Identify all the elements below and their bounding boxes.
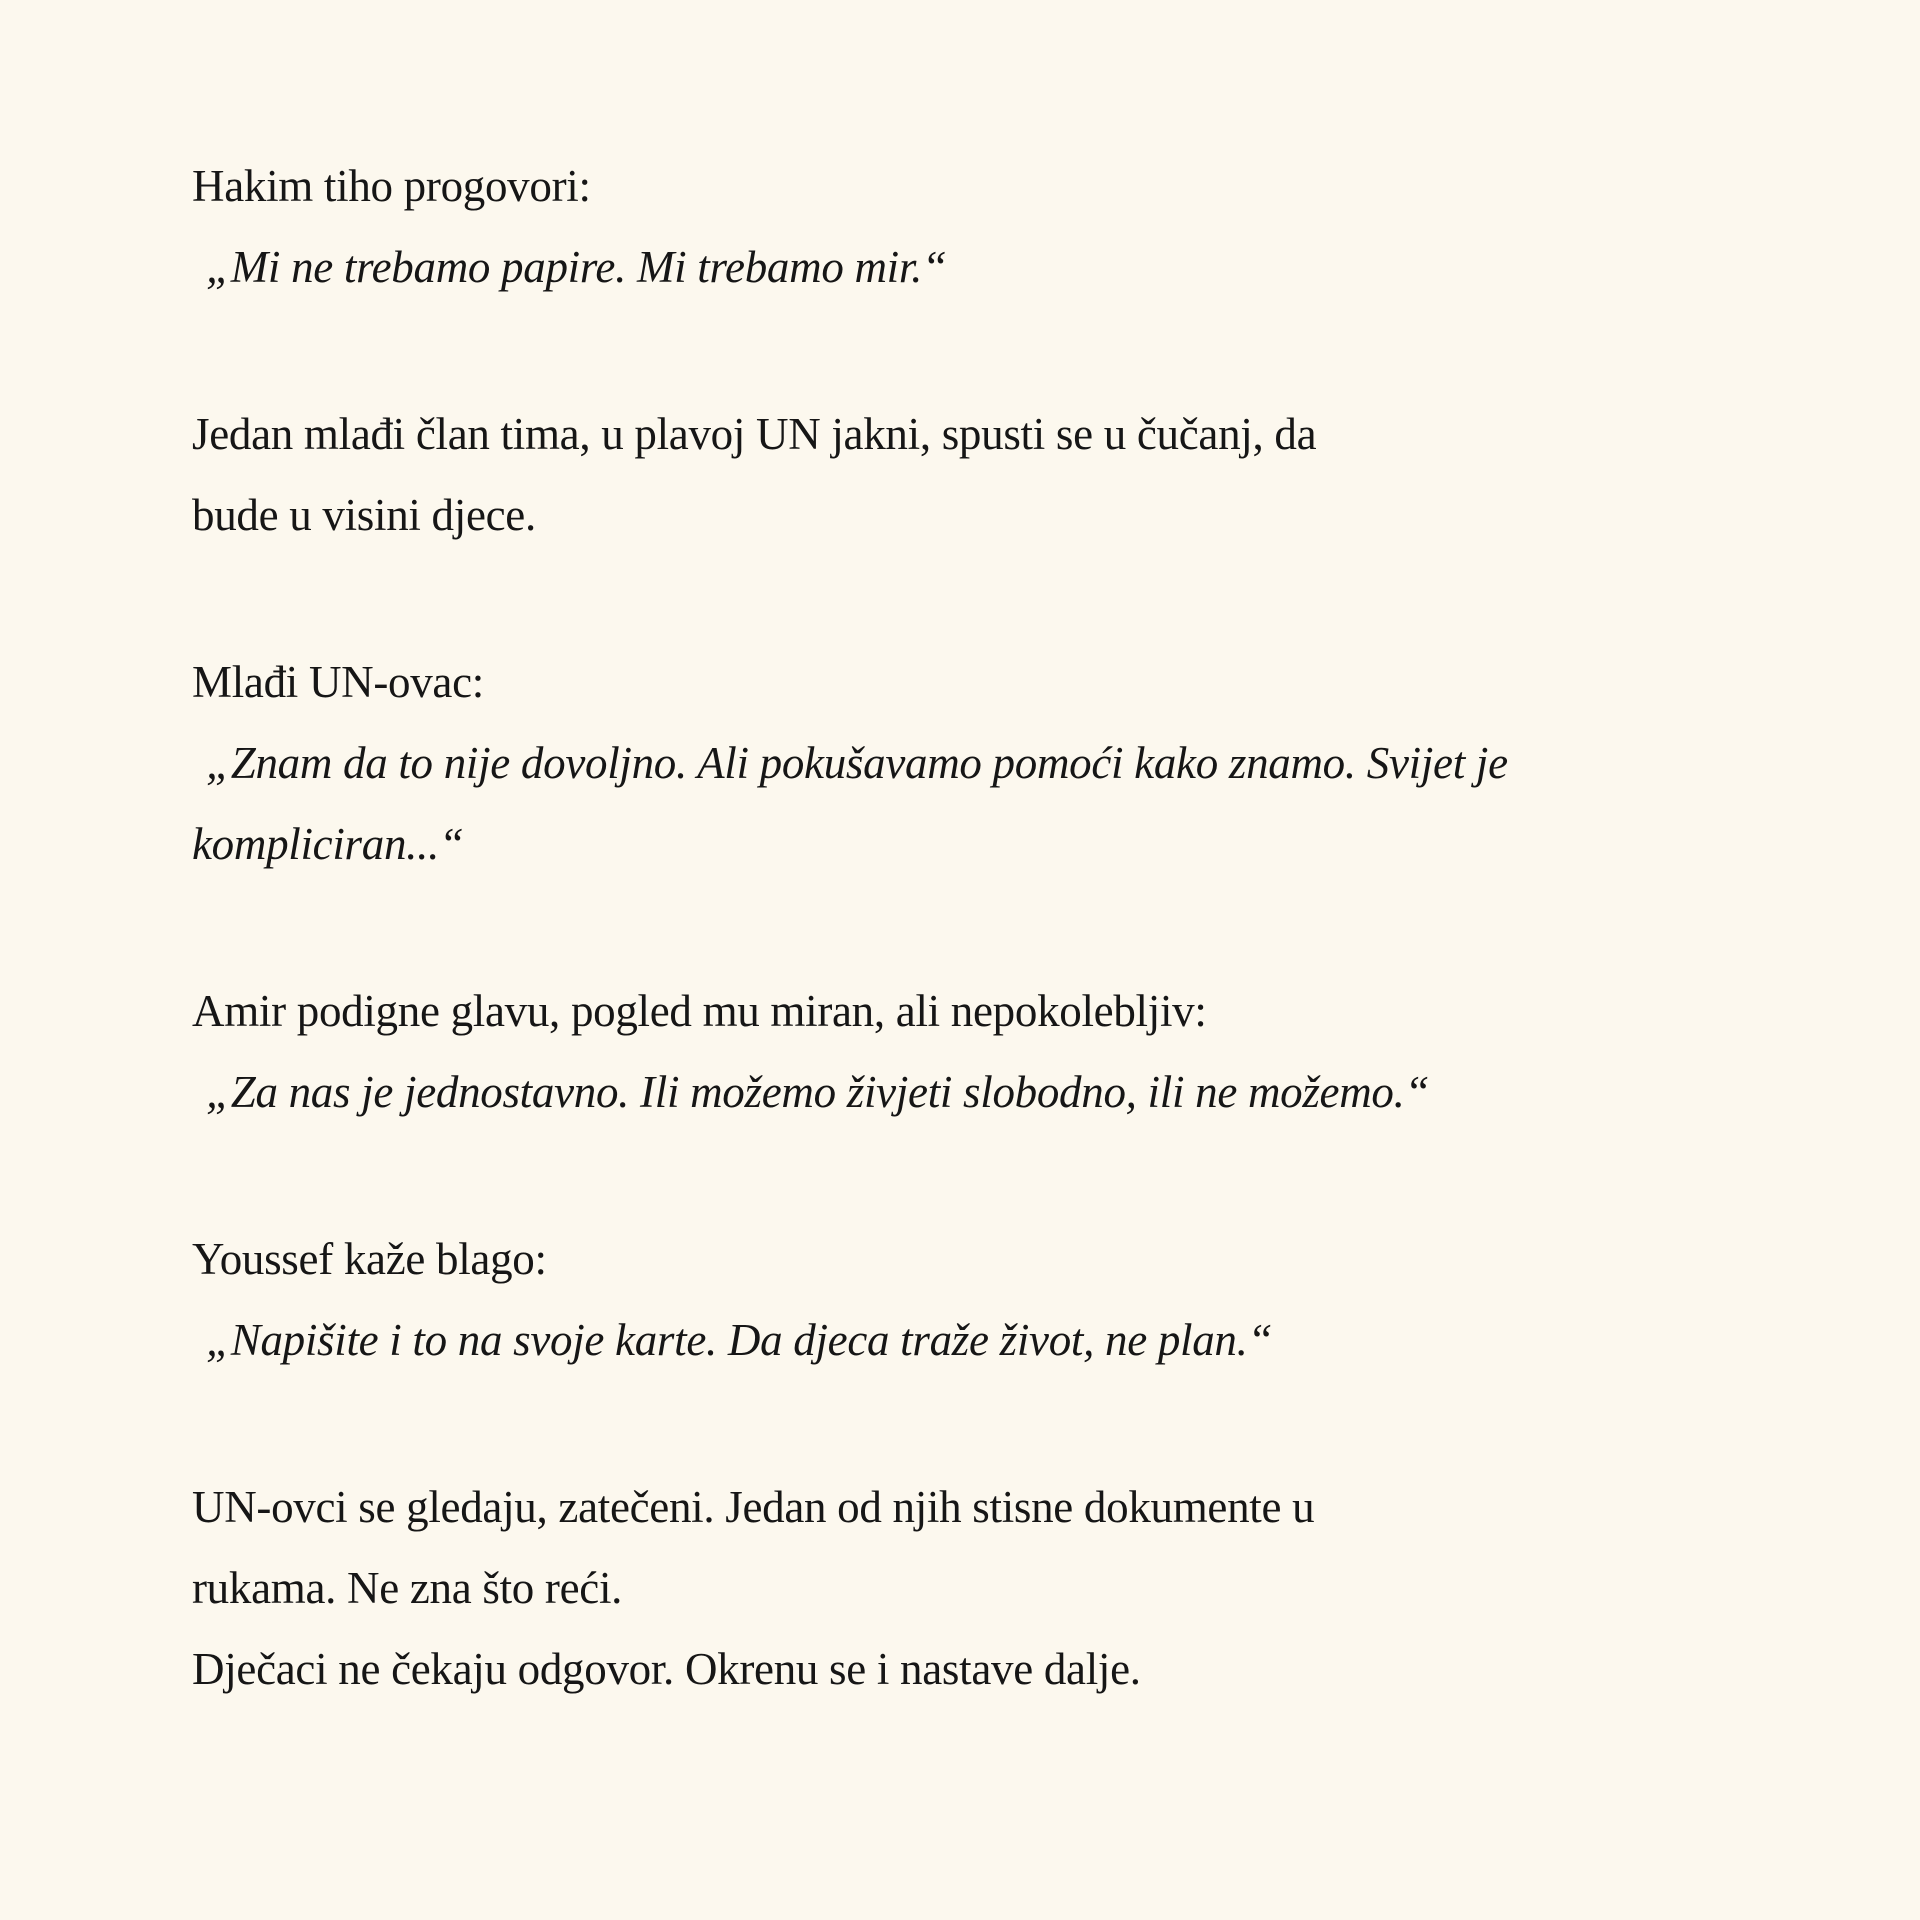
narration-line: bude u visini djece. [192,490,536,540]
paragraph-un-member [192,642,1752,885]
paragraph-hakim [192,146,1752,308]
narration-line: UN-ovci se gledaju, zatečeni. Jedan od njih stisne dokumente u [192,1482,1315,1532]
narration-line: Hakim tiho progovori: [192,161,591,211]
dialogue-line: „Napišite i to na svoje karte. Da djeca traže život, ne plan.“ [206,1315,1273,1365]
paragraph-youssef [192,1219,1752,1381]
narration-line: Amir podigne glavu, pogled mu miran, ali nepokolebljiv: [192,986,1207,1036]
paragraph-amir [192,971,1752,1133]
dialogue-line: „Za nas je jednostavno. Ili možemo živjeti slobodno, ili ne možemo.“ [206,1067,1430,1117]
paragraph-ending [192,1467,1752,1710]
narration-line: Jedan mlađi član tima, u plavoj UN jakni, spusti se u čučanj, da [192,409,1317,459]
story-page [192,146,1752,1710]
paragraph-young-member [192,394,1752,556]
narration-line: Mlađi UN-ovac: [192,657,484,707]
narration-line: rukama. Ne zna što reći. [192,1563,623,1613]
narration-line: Youssef kaže blago: [192,1234,547,1284]
narration-line: Dječaci ne čekaju odgovor. Okrenu se i nastave dalje. [192,1644,1141,1694]
dialogue-line: „Znam da to nije dovoljno. Ali pokušavamo pomoći kako znamo. Svijet je [206,738,1508,788]
dialogue-line: „Mi ne trebamo papire. Mi trebamo mir.“ [206,242,947,292]
dialogue-line: kompliciran...“ [192,819,464,869]
